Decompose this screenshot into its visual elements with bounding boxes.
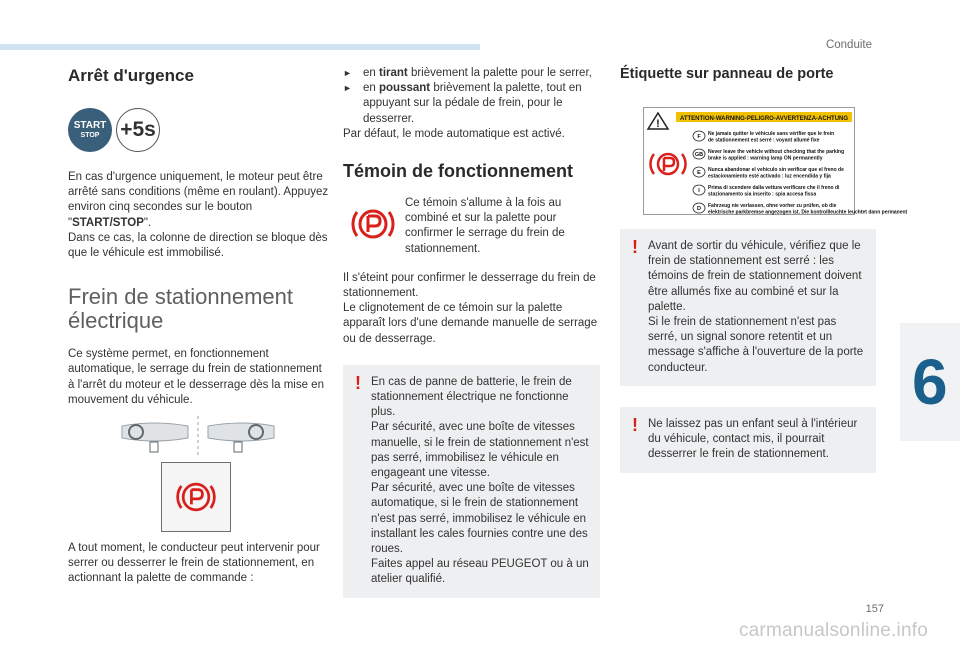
parking-brake-title bbox=[68, 285, 330, 333]
emergency-stop-p1-end: ". bbox=[143, 216, 152, 229]
chapter-number: 6 bbox=[912, 346, 948, 418]
parking-brake-intervention-text: A tout moment, le conducteur peut intervenir pour serrer ou desserrer le frein de stationnement, en actionnant la palette de commande : bbox=[68, 542, 320, 585]
label-row-text: Nunca abandonar el vehiculo sin verificar que el freno de bbox=[708, 167, 844, 173]
indicator-title: Témoin de fonctionnement bbox=[343, 161, 574, 182]
battery-warning-box bbox=[343, 365, 600, 598]
bullet-arrow-icon: ► bbox=[343, 68, 352, 78]
column-middle bbox=[343, 66, 600, 598]
chapter-tab bbox=[900, 323, 960, 441]
label-row-text: Fahrzeug nie verlassen, ohne vorher zu prüfen, ob die bbox=[708, 203, 837, 209]
label-row-text: Prima di scendere dalla vettura verificare che il freno di bbox=[708, 185, 840, 191]
door-label-sticker bbox=[643, 107, 908, 216]
svg-text:!: ! bbox=[656, 118, 660, 130]
emergency-stop-p2: Dans ce cas, la colonne de direction se bloque dès que le véhicule est immobilisé. bbox=[68, 231, 328, 260]
indicator-row bbox=[343, 196, 600, 257]
bullet-push bbox=[343, 81, 600, 127]
door-label-title: Étiquette sur panneau de porte bbox=[620, 66, 834, 82]
label-row-text: de stationnement est serré : voyant allumé fixe bbox=[708, 137, 820, 144]
start-stop-button-icon bbox=[68, 108, 112, 152]
child-warning-text: Ne laissez pas un enfant seul à l'intérieur du véhicule, contact mis, il pourrait desserrer le frein de stationnement. bbox=[648, 418, 858, 461]
bullet-pull-pre: en bbox=[363, 67, 379, 79]
label-row-text: brake is applied : warning lamp ON permanently bbox=[708, 155, 823, 162]
language-code: F bbox=[697, 134, 701, 140]
bullet-arrow-icon: ► bbox=[343, 83, 352, 94]
start-label: START bbox=[73, 119, 107, 131]
label-row-text: estacionamiento esté activado : luz encendida y fija bbox=[708, 173, 831, 180]
leave-vehicle-warning-box bbox=[620, 229, 876, 386]
section-title: Conduite bbox=[825, 39, 872, 51]
steering-wheel-illustration bbox=[118, 412, 278, 458]
bullet-pull bbox=[343, 66, 600, 81]
emergency-stop-title: Arrêt d'urgence bbox=[68, 66, 194, 85]
parking-brake-title-line2: électrique bbox=[68, 308, 164, 334]
plus-five-seconds-icon: +5s bbox=[116, 108, 160, 152]
language-code: E bbox=[697, 170, 701, 176]
language-code: GB bbox=[694, 152, 704, 158]
dashboard-right-shape bbox=[208, 423, 274, 441]
warning-icon: ! bbox=[632, 237, 638, 257]
bullet-push-post: brièvement la palette, tout en appuyant sur la pédale de frein, pour le desserrer. bbox=[363, 82, 582, 125]
lever-right-icon bbox=[234, 442, 242, 452]
header-bar bbox=[0, 44, 480, 50]
warning-icon: ! bbox=[632, 415, 638, 435]
start-stop-illustration bbox=[68, 108, 330, 152]
lever-left-icon bbox=[150, 442, 158, 452]
label-row-text: Ne jamais quitter le véhicule sans vérifier que le frein bbox=[708, 131, 835, 137]
start-stop-bold: START/STOP bbox=[72, 216, 144, 229]
child-warning-box bbox=[620, 407, 876, 473]
watermark: carmanualsonline.info bbox=[738, 620, 928, 641]
column-left bbox=[68, 66, 330, 408]
label-header-text: ATTENTION-WARNING-PELIGRO-AVVERTENZA-ACHTUNG bbox=[679, 116, 849, 122]
indicator-off-text: Il s'éteint pour confirmer le desserrage du frein de stationnement. bbox=[343, 271, 596, 300]
label-row-text: Never leave the vehicle without checking that the parking bbox=[708, 149, 845, 155]
parking-brake-text: Ce système permet, en fonctionnement automatique, le serrage du frein de stationnement à l'arrêt du moteur et le desserrage dès la mise en mouvement du véhicule. bbox=[68, 348, 324, 406]
label-row-text: elektrische parkbremse angezogen ist. Die kontrollleuchte leuchtet dann permanent bbox=[708, 209, 908, 216]
warning-icon: ! bbox=[355, 372, 361, 393]
emergency-stop-text bbox=[68, 170, 330, 261]
language-code: I bbox=[698, 188, 700, 194]
bullet-push-pre: en bbox=[363, 82, 379, 95]
parking-brake-title-line1: Frein de stationnement bbox=[68, 284, 294, 310]
label-brake-icon bbox=[650, 154, 685, 174]
leave-vehicle-warning-text: Avant de sortir du véhicule, vérifiez que le frein de stationnement est serré : les témoins de frein de stationnement doivent être allumés fixe au combiné et sur la palette. Si le frein de stationnement n'est pas serré, un signal sonore retentit et un message s'affiche à l'ouverture de la porte conducteur. bbox=[648, 240, 864, 374]
label-row-text: stazionamento sia inserito : spia accesa fissa bbox=[708, 191, 817, 198]
emergency-stop-p1: En cas d'urgence uniquement, le moteur peut être arrêté sans conditions (même en roulant). Appuyez environ cinq secondes sur le bouton " bbox=[68, 171, 329, 229]
brake-lever-illustration bbox=[161, 462, 231, 532]
bullet-pull-post: brièvement la palette pour le serrer, bbox=[407, 67, 592, 79]
door-label-graphic bbox=[644, 108, 908, 216]
battery-warning-text: En cas de panne de batterie, le frein de stationnement électrique ne fonctionne plus. Par sécurité, avec une boîte de vitesses manuelle, si le frein de stationnement n'est pas serré, immobilisez le véhicule en engageant une vitesse. Par sécurité, avec une boîte de vitesses automatique, si le frein de stationnement n'est pas serré, immobilisez le véhicule en installant les cales fournies contre une des roues. Faites appel au réseau PEUGEOT ou à un atelier qualifié. bbox=[371, 375, 589, 586]
language-code: D bbox=[697, 206, 701, 212]
page-number: 157 bbox=[865, 603, 884, 615]
indicator-blink-text: Le clignotement de ce témoin sur la palette apparaît lors d'une demande manuelle de serrage ou de desserrage. bbox=[343, 302, 598, 345]
default-mode-text: Par défaut, le mode automatique est activé. bbox=[343, 127, 565, 140]
stop-label: STOP bbox=[80, 131, 100, 139]
parking-brake-warning-icon bbox=[349, 200, 397, 248]
indicator-text: Ce témoin s'allume à la fois au combiné et sur la palette pour confirmer le serrage du frein de stationnement. bbox=[405, 197, 565, 255]
column-right bbox=[620, 66, 876, 82]
bullet-pull-bold: tirant bbox=[379, 67, 408, 79]
parking-brake-icon bbox=[174, 475, 218, 519]
bullet-push-bold: poussant bbox=[379, 82, 431, 95]
